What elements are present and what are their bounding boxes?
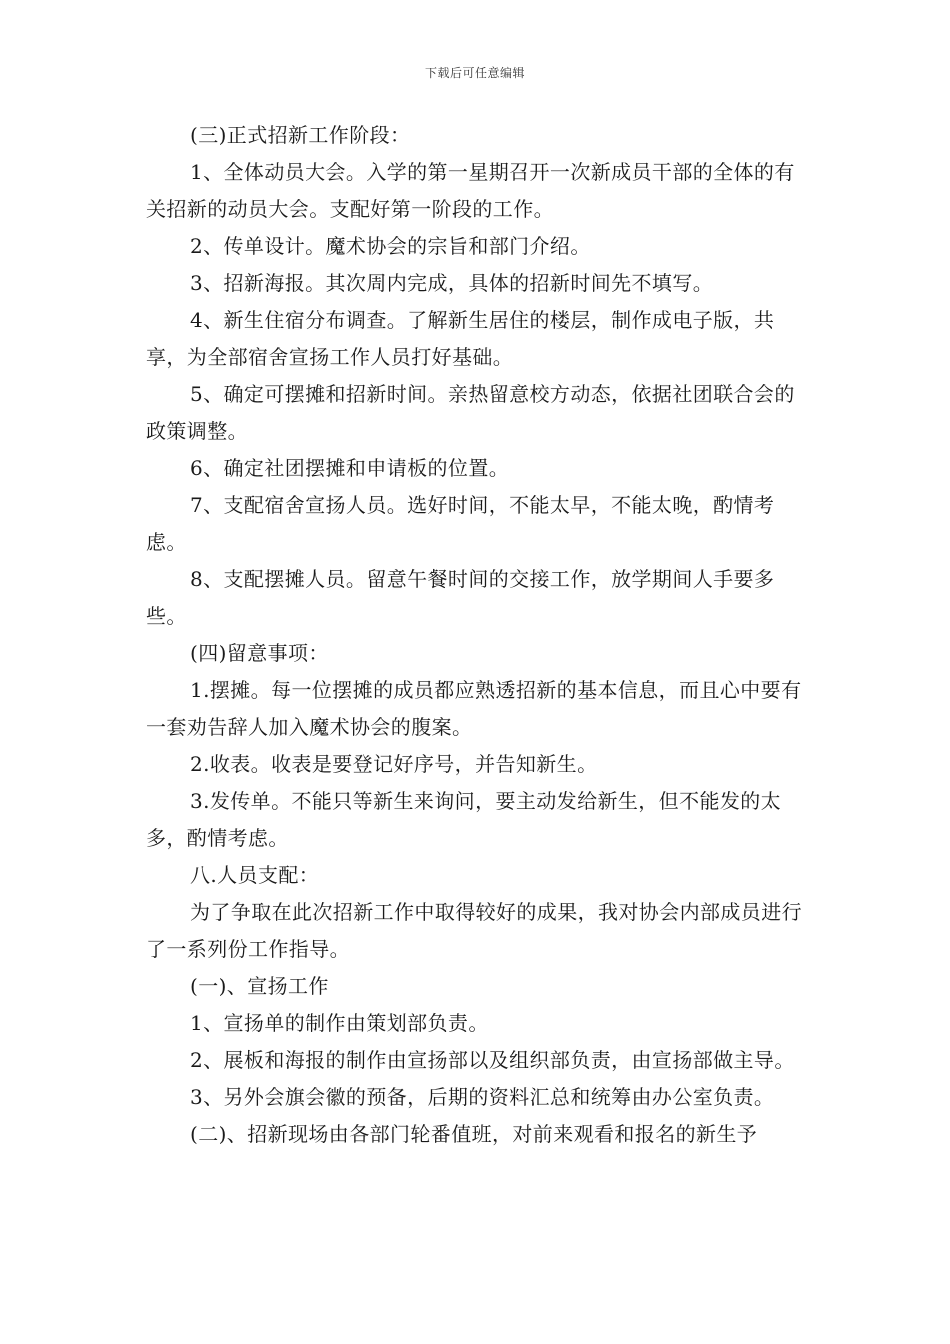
paragraph: 3、招新海报。其次周内完成，具体的招新时间先不填写。 bbox=[190, 271, 714, 295]
paragraph: 6、确定社团摆摊和申请板的位置。 bbox=[190, 456, 510, 480]
paragraph: 8、支配摆摊人员。留意午餐时间的交接工作，放学期间人手要多些。 bbox=[146, 567, 775, 628]
paragraph: 4、新生住宿分布调查。了解新生居住的楼层，制作成电子版，共享，为全部宿舍宣扬工作人员打好基础。 bbox=[146, 308, 775, 369]
paragraph: (二)、招新现场由各部门轮番值班，对前来观看和报名的新生予 bbox=[190, 1122, 758, 1146]
paragraph: 八.人员支配： bbox=[190, 863, 320, 887]
paragraph: 5、确定可摆摊和招新时间。亲热留意校方动态，依据社团联合会的政策调整。 bbox=[146, 382, 795, 443]
paragraph: 3.发传单。不能只等新生来询问，要主动发给新生，但不能发的太多，酌情考虑。 bbox=[146, 789, 782, 850]
paragraph: (四)留意事项： bbox=[190, 641, 329, 665]
paragraph: 3、另外会旗会徽的预备，后期的资料汇总和统筹由办公室负责。 bbox=[190, 1085, 775, 1109]
paragraph: 2.收表。收表是要登记好序号，并告知新生。 bbox=[190, 752, 598, 776]
paragraph: (三)正式招新工作阶段： bbox=[190, 123, 411, 147]
paragraph: 1.摆摊。每一位摆摊的成员都应熟透招新的基本信息，而且心中要有一套劝告辞人加入魔术协会的腹案。 bbox=[146, 678, 802, 739]
paragraph: 为了争取在此次招新工作中取得较好的成果，我对协会内部成员进行了一系列份工作指导。 bbox=[146, 900, 802, 961]
paragraph: 1、宣扬单的制作由策划部负责。 bbox=[190, 1011, 489, 1035]
document-body bbox=[146, 117, 811, 1153]
paragraph: 2、展板和海报的制作由宣扬部以及组织部负责，由宣扬部做主导。 bbox=[190, 1048, 795, 1072]
paragraph: 2、传单设计。魔术协会的宗旨和部门介绍。 bbox=[190, 234, 591, 258]
paragraph: (一)、宣扬工作 bbox=[190, 974, 329, 998]
paragraph: 1、全体动员大会。入学的第一星期召开一次新成员干部的全体的有关招新的动员大会。支配好第一阶段的工作。 bbox=[146, 160, 795, 221]
page-header: 下载后可任意编辑 bbox=[424, 66, 525, 80]
paragraph: 7、支配宿舍宣扬人员。选好时间，不能太早，不能太晚，酌情考虑。 bbox=[146, 493, 775, 554]
